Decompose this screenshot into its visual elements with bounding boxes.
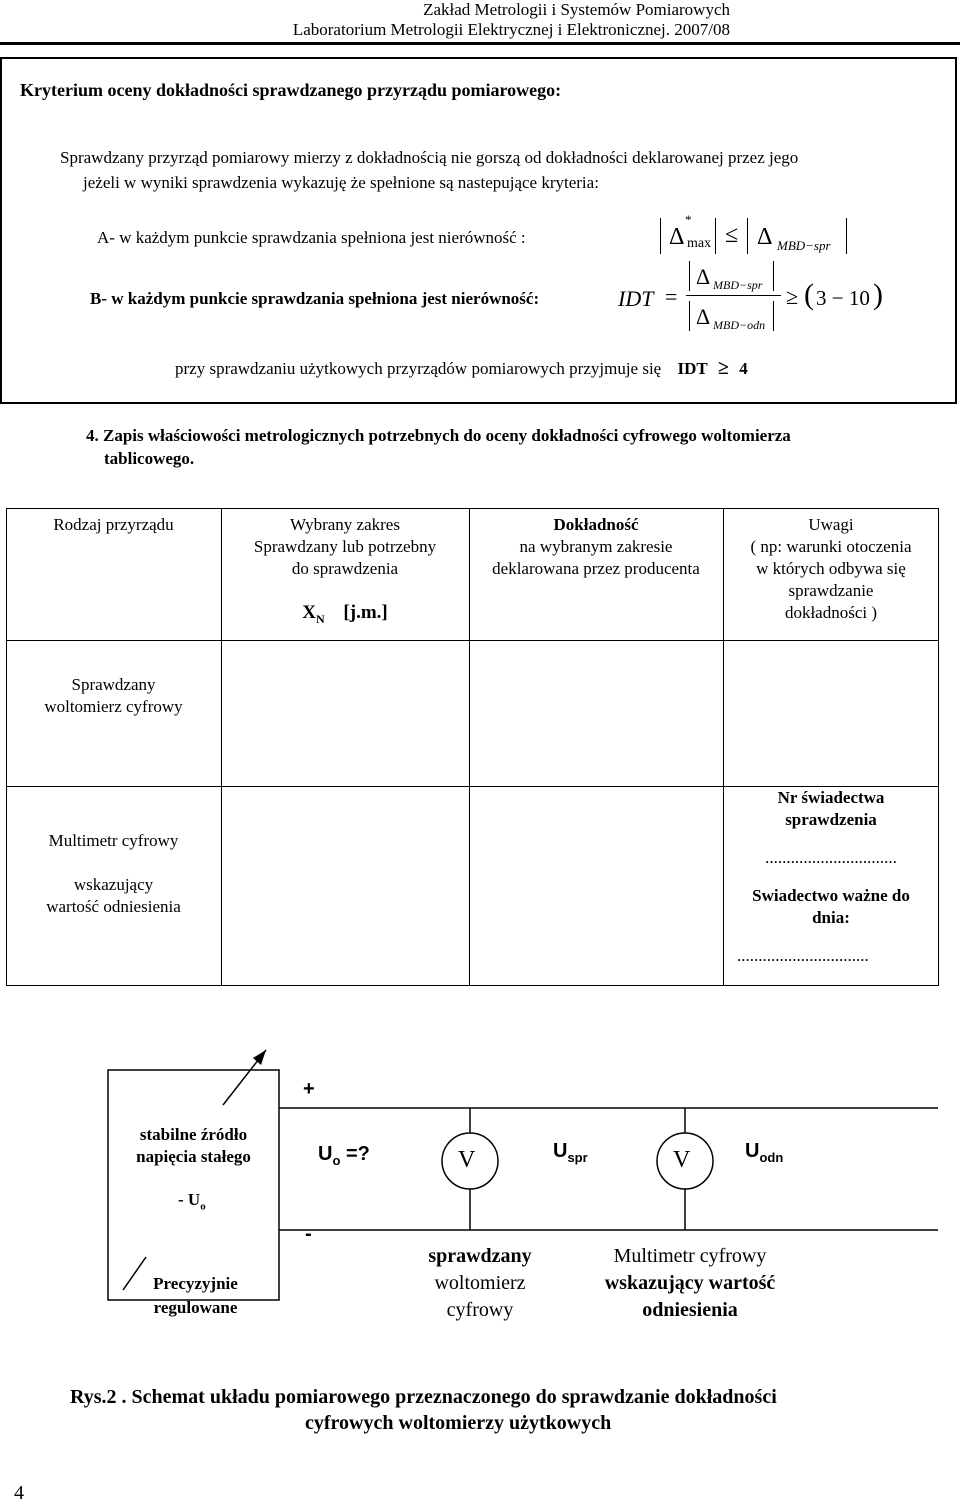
num-subscript: MBD−spr [713,278,763,292]
unit-x: X [302,602,316,623]
delta-symbol: Δ [669,224,685,250]
figure-caption-2: cyfrowych woltomierzy użytkowych [305,1412,612,1434]
source-box [108,1070,279,1300]
dut-line: Sprawdzany [71,675,156,694]
abs-bar [689,261,690,291]
remarks-header-line: Uwagi [808,515,854,534]
criteria-intro-2: jeżeli w wyniki sprawdzenia wykazuję że spełnione są nastepujące kryteria: [83,173,599,192]
max-subscript: max [687,236,712,251]
minus-u-sub: o [200,1200,206,1213]
uodn-label [745,1140,783,1165]
accuracy-header-line: Dokładność [553,515,639,534]
certificate-dots: ............................... [765,848,897,867]
certificate-label: Nr świadectwa [777,788,885,807]
valid-until-label: dnia: [812,908,850,927]
remarks-header-line: sprawdzanie [788,581,874,600]
reference-line: wskazujący [73,875,154,894]
ref-description-line: Multimetr cyfrowy [613,1245,767,1267]
u0-rest: =? [340,1143,370,1165]
ref-description-line: wskazujący wartość [604,1272,776,1294]
ref-description-line: odniesienia [642,1299,738,1321]
minus-terminal: - [305,1223,312,1245]
source-label-line: napięcia stałego [136,1147,251,1166]
adjust-arrowhead [253,1050,266,1065]
unit-sub: N [316,611,325,626]
voltmeter-dut-symbol: V [458,1147,476,1173]
reference-line: Multimetr cyfrowy [48,831,179,850]
u0-main: U [318,1143,333,1165]
adjust-label [108,1272,283,1320]
table-header-range [221,514,469,630]
criteria-intro-1: Sprawdzany przyrząd pomiarowy mierzy z dokładnością nie gorszą od dokładności deklarowanej przez jego [60,148,799,167]
header-rule [0,42,960,45]
remarks-header-line: w których odbywa się [756,559,906,578]
delta-symbol: Δ [696,304,711,329]
uodn-sub: odn [759,1150,784,1165]
abs-bar [747,218,748,254]
header-line-2: Laboratorium Metrologii Elektrycznej i Elektronicznej. 2007/08 [292,20,730,39]
formula-a [655,212,855,257]
formula-b [618,258,888,338]
ge-symbol: ≥ [786,284,799,309]
uspr-label [553,1140,588,1165]
minus-u-label [178,1190,206,1212]
table-header-accuracy [469,514,723,580]
u0-sub: o [332,1153,341,1168]
abs-bar [660,218,661,254]
dut-line: woltomierz cyfrowy [44,697,183,716]
remarks-header-line: ( np: warunki otoczenia [750,537,912,556]
valid-until-label: Swiadectwo ważne do [752,886,910,905]
fraction-bar [686,295,781,296]
dut-description-line: sprawdzany [428,1245,532,1267]
unit-jm: [j.m.] [343,602,388,623]
equals-sign: = [665,284,678,309]
range-header-line: Wybrany zakres [290,515,400,534]
note-value: 4 [739,359,748,378]
ref-description [575,1243,805,1324]
delta-symbol: Δ [696,264,711,289]
u0-label [318,1143,370,1168]
paren-open: ( [804,278,814,311]
criteria-title: Kryterium oceny dokładności sprawdzanego przyrządu pomiarowego: [20,80,562,100]
den-subscript: MBD−odn [713,318,766,332]
voltmeter-ref-symbol: V [673,1147,691,1173]
le-symbol: ≤ [725,222,739,248]
criterion-a-text: A- w każdym punkcie sprawdzania spełniona jest nierówność : [97,228,526,247]
uspr-sub: spr [567,1150,588,1165]
idt-symbol: IDT [618,286,654,311]
reference-line: wartość odniesienia [46,897,181,916]
table-header-type: Rodzaj przyrządu [53,515,174,534]
delta-symbol: Δ [757,224,773,250]
table-reference-remarks [723,787,939,967]
uodn-main: U [745,1140,760,1162]
page-number: 4 [14,1482,24,1504]
range-header-line: do sprawdzenia [291,559,399,578]
adjust-label-line: Precyzyjnie [153,1274,238,1293]
plus-terminal: + [303,1078,315,1100]
dut-description-line: woltomierz [434,1272,526,1294]
header-line-1: Zakład Metrologii i Systemów Pomiarowych [423,0,730,19]
range-header-line: Sprawdzany lub potrzebny [253,537,437,556]
note-ge: ≥ [717,357,729,379]
uspr-main: U [553,1140,568,1162]
accuracy-header-line: deklarowana przez producenta [492,559,700,578]
abs-bar [846,218,847,254]
abs-bar [715,218,716,254]
criterion-b-text: B- w każdym punkcie sprawdzania spełniona jest nierówność: [90,289,540,308]
abs-bar [689,301,690,331]
table-header-remarks [723,514,939,624]
paren-close: ) [873,278,883,311]
valid-until-dots: ............................... [737,946,869,965]
star-superscript: * [685,212,692,227]
section-4-heading-2: tablicowego. [104,449,195,468]
source-label-line: stabilne źródło [139,1125,248,1144]
note-idt: IDT [677,359,708,378]
certificate-label: sprawdzenia [785,810,877,829]
remarks-header-line: dokładności ) [784,603,878,622]
note-text [175,357,748,380]
table-row-reference [6,830,221,918]
minus-u: - U [178,1190,201,1209]
figure-caption-1: Rys.2 . Schemat układu pomiarowego przeznaczonego do sprawdzanie dokładności [70,1386,777,1408]
abs-bar [773,261,774,291]
note-prefix: przy sprawdzaniu użytkowych przyrządów pomiarowych przyjmuje się [175,359,662,378]
section-4-heading-1: 4. Zapis właściowości metrologicznych potrzebnych do oceny dokładności cyfrowego woltomierza [86,426,791,445]
table-row-dut [6,674,221,718]
table-row-divider [6,640,939,641]
adjust-label-line: regulowane [153,1298,238,1317]
dut-description [400,1243,560,1324]
source-label [108,1124,279,1168]
dut-description-line: cyfrowy [446,1299,514,1321]
range-unit [221,602,469,630]
accuracy-header-line: na wybranym zakresie [519,537,673,556]
mbd-spr-subscript: MBD−spr [777,238,831,253]
abs-bar [773,301,774,331]
range-value: 3 − 10 [816,286,870,310]
